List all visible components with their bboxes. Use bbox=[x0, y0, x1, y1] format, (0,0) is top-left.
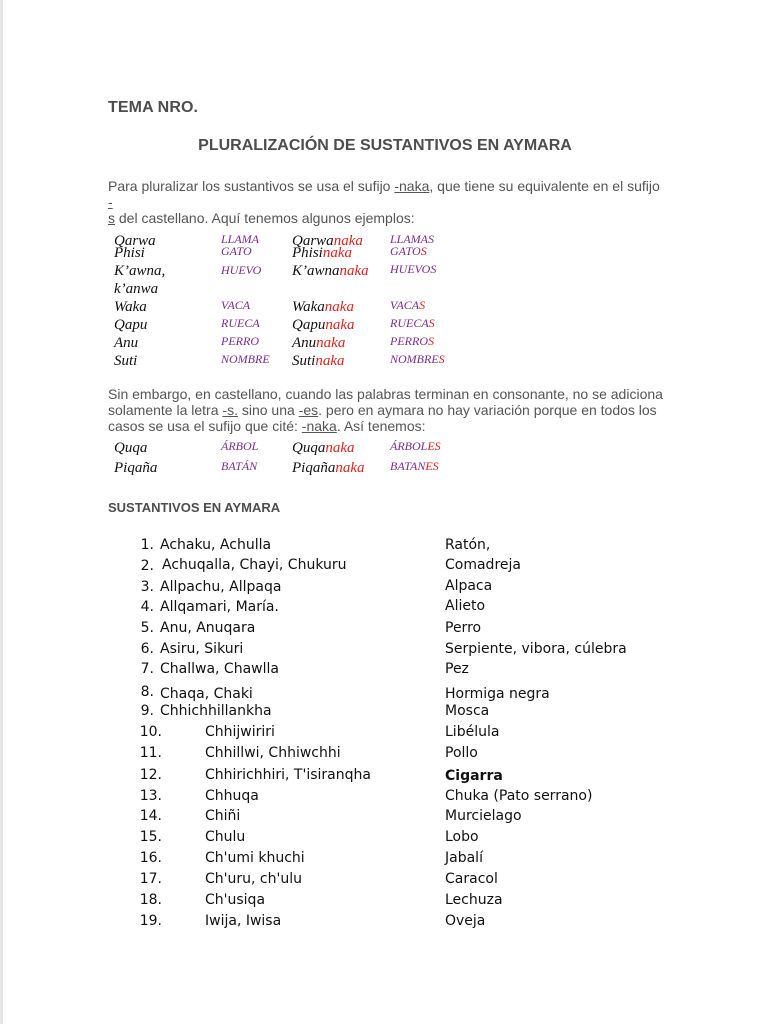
list-number: 11. bbox=[139, 745, 162, 761]
list-item-translation: Pez bbox=[445, 661, 469, 677]
list-item-translation: Oveja bbox=[445, 913, 486, 929]
example-plural: Phisinaka bbox=[292, 245, 353, 261]
list-item-word: Chulu bbox=[205, 829, 246, 845]
example-es-plural: HUEVOS bbox=[390, 262, 437, 276]
list-item-word: Chhirichhiri, T'isiranqha bbox=[205, 767, 371, 783]
list-item-translation: Mosca bbox=[445, 703, 490, 719]
list-item-word: Chaqa, Chaki bbox=[160, 686, 253, 702]
para2-suffix-es: -es bbox=[298, 402, 319, 418]
list-item-translation: Chuka (Pato serrano) bbox=[445, 788, 593, 804]
list-item-translation: Serpiente, vibora, cúlebra bbox=[445, 641, 627, 657]
list-number: 3. bbox=[140, 579, 154, 595]
example-es-singular: HUEVO bbox=[221, 263, 262, 277]
list-number: 6. bbox=[140, 641, 154, 657]
example-es-plural: LLAMAS bbox=[390, 232, 435, 246]
intro-text-2: , que tiene su equivalente en el sufijo bbox=[429, 178, 660, 194]
list-item-word: Ch'usiqa bbox=[205, 892, 266, 908]
intro-dash: - bbox=[108, 194, 113, 210]
list-item-word: Chhichhillankha bbox=[160, 703, 272, 719]
list-number: 8. bbox=[140, 684, 154, 700]
example-es-singular: NOMBRE bbox=[221, 352, 270, 366]
example-es-plural: PERROS bbox=[390, 334, 434, 348]
example-es-plural: NOMBRES bbox=[390, 352, 445, 366]
list-item-translation: Murcielago bbox=[445, 808, 522, 824]
example-es-singular: GATO bbox=[221, 244, 252, 258]
example-plural: Quqanaka bbox=[292, 440, 355, 456]
example-es-plural: RUECAS bbox=[390, 316, 435, 330]
example-singular: Qarwa bbox=[114, 233, 156, 249]
example-plural: K’awnanaka bbox=[292, 263, 369, 279]
para2-text-1: Sin embargo, en castellano, cuando las palabras terminan en consonante, no se adiciona solamente la letra bbox=[108, 386, 663, 418]
list-number: 14. bbox=[139, 808, 162, 824]
list-item-word: Anu, Anuqara bbox=[160, 620, 256, 636]
example-plural: Qapunaka bbox=[292, 317, 355, 333]
example-singular: Qapu bbox=[114, 317, 148, 333]
list-number: 15. bbox=[139, 829, 162, 845]
intro-suffix-s: s bbox=[108, 210, 115, 226]
example-singular: Waka bbox=[114, 299, 147, 315]
example-singular-variant: k’anwa bbox=[114, 281, 159, 297]
example-es-plural: ÁRBOLES bbox=[390, 439, 441, 453]
list-number: 19. bbox=[139, 913, 162, 929]
list-number: 4. bbox=[140, 599, 154, 615]
list-number: 10. bbox=[139, 724, 162, 740]
list-item-translation: Comadreja bbox=[445, 557, 521, 573]
example-singular: Suti bbox=[114, 353, 138, 369]
list-item-translation: Lobo bbox=[445, 829, 479, 845]
list-item-translation: Alieto bbox=[445, 598, 486, 614]
list-number: 9. bbox=[140, 703, 154, 719]
intro-text-1: Para pluralizar los sustantivos se usa el sufijo bbox=[108, 178, 395, 194]
list-number: 1. bbox=[140, 537, 154, 553]
list-number: 16. bbox=[139, 850, 162, 866]
example-es-plural: BATANES bbox=[390, 459, 439, 473]
list-item-translation: Hormiga negra bbox=[445, 686, 550, 702]
list-item-translation: Lechuza bbox=[445, 892, 503, 908]
list-item-translation: Caracol bbox=[445, 871, 498, 887]
list-number: 2. bbox=[140, 558, 154, 574]
example-es-singular: VACA bbox=[221, 298, 251, 312]
list-item-word: Chiñi bbox=[205, 808, 241, 824]
list-item-translation: Jabalí bbox=[445, 850, 483, 866]
list-number: 7. bbox=[140, 661, 154, 677]
list-item-translation: Cigarra bbox=[445, 768, 503, 784]
list-number: 17. bbox=[139, 871, 162, 887]
example-es-singular: RUECA bbox=[221, 316, 260, 330]
list-number: 18. bbox=[139, 892, 162, 908]
list-item-translation: Ratón, bbox=[445, 537, 491, 553]
list-number: 5. bbox=[140, 620, 154, 636]
list-item-translation: Perro bbox=[445, 620, 482, 636]
example-es-singular: LLAMA bbox=[221, 232, 260, 246]
list-item-word: Asiru, Sikuri bbox=[160, 641, 244, 657]
para2-suffix-naka: -naka bbox=[301, 418, 337, 434]
example-singular: Piqaña bbox=[114, 460, 158, 476]
para2-text-2: sino una bbox=[237, 402, 299, 418]
list-item-word: Challwa, Chawlla bbox=[160, 661, 279, 677]
list-item-word: Chhuqa bbox=[205, 788, 259, 804]
example-plural: Sutinaka bbox=[292, 353, 345, 369]
list-item-word: Achuqalla, Chayi, Chukuru bbox=[162, 557, 347, 573]
list-item-word: Achaku, Achulla bbox=[160, 537, 272, 553]
example-plural: Piqañanaka bbox=[292, 460, 365, 476]
example-es-singular: PERRO bbox=[221, 334, 259, 348]
list-item-word: Ch'umi khuchi bbox=[205, 850, 305, 866]
example-es-singular: ÁRBOL bbox=[221, 439, 259, 453]
para2-text-4: . Así tenemos: bbox=[336, 418, 426, 434]
example-singular: K’awna, bbox=[114, 263, 166, 279]
example-plural: Qarwanaka bbox=[292, 233, 363, 249]
example-es-plural: VACAS bbox=[390, 298, 426, 312]
example-singular: Quqa bbox=[114, 440, 148, 456]
intro-paragraph bbox=[108, 178, 664, 226]
list-number: 13. bbox=[139, 788, 162, 804]
list-item-word: Chhijwiriri bbox=[205, 724, 275, 740]
list-item-word: Allqamari, María. bbox=[160, 599, 279, 615]
subheading: SUSTANTIVOS EN AYMARA bbox=[108, 500, 281, 515]
list-item-word: Allpachu, Allpaqa bbox=[160, 579, 282, 595]
heading-text: PLURALIZACIÓN DE SUSTANTIVOS EN AYMARA bbox=[198, 137, 572, 154]
list-item-word: Ch'uru, ch'ulu bbox=[205, 871, 302, 887]
example-singular: Phisi bbox=[114, 245, 145, 261]
example-plural: Wakanaka bbox=[292, 299, 354, 315]
intro-suffix-naka: -naka bbox=[394, 178, 430, 194]
paragraph-2 bbox=[108, 386, 664, 434]
example-es-plural: GATOS bbox=[390, 244, 427, 258]
document-title: TEMA NRO. bbox=[108, 99, 199, 116]
para2-text-3: . pero en aymara no hay variación porque en todos los casos se usa el sufijo que cité: bbox=[108, 402, 657, 434]
example-plural: Anunaka bbox=[292, 335, 346, 351]
list-item-word: Chhillwi, Chhiwchhi bbox=[205, 745, 341, 761]
example-es-singular: BATÁN bbox=[221, 459, 258, 473]
list-item-translation: Alpaca bbox=[445, 578, 493, 594]
list-item-word: Iwija, Iwisa bbox=[205, 913, 282, 929]
document-heading bbox=[0, 137, 768, 155]
list-item-translation: Libélula bbox=[445, 724, 500, 740]
list-item-translation: Pollo bbox=[445, 745, 478, 761]
example-singular: Anu bbox=[114, 335, 139, 351]
intro-text-3: del castellano. Aquí tenemos algunos ejemplos: bbox=[115, 210, 415, 226]
list-number: 12. bbox=[139, 767, 162, 783]
para2-suffix-s: -s. bbox=[222, 402, 238, 418]
